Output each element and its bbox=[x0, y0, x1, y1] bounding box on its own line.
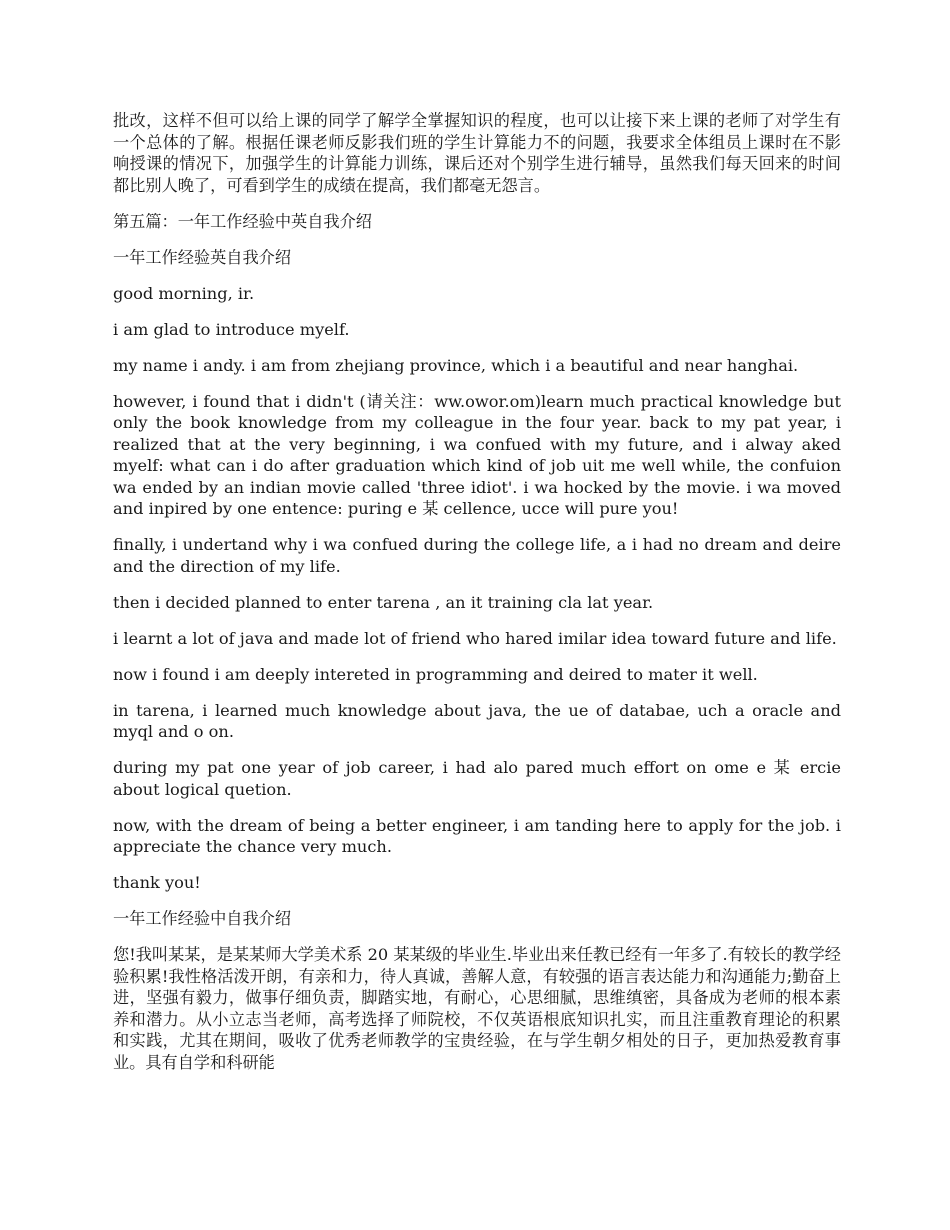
paragraph: then i decided planned to enter tarena , an it training cla lat year. bbox=[113, 592, 654, 612]
paragraph-closing: thank you! bbox=[113, 873, 201, 892]
paragraph: i learnt a lot of java and made lot of friend who hared imilar idea toward future and life. bbox=[113, 628, 837, 648]
paragraph: in tarena, i learned much knowledge about java, the ue of databae, uch a oracle and myql and o on. bbox=[113, 700, 841, 741]
subsection-heading-english: 一年工作经验英自我介绍 bbox=[113, 247, 292, 267]
subsection-heading-chinese: 一年工作经验中自我介绍 bbox=[113, 909, 292, 928]
section-heading: 第五篇：一年工作经验中英自我介绍 bbox=[113, 211, 372, 231]
paragraph-greeting: good morning, ir. bbox=[113, 283, 255, 303]
paragraph: now i found i am deeply intereted in programming and deired to mater it well. bbox=[113, 664, 758, 684]
paragraph: however, i found that i didn't (请关注：ww.owor.om)learn much practical knowledge but only the book knowledge from my colleague in the four year. back to my pat year, i realized that at the very beginning, i wa confued with my future, and i alway aked myelf: what can i do after graduation which kind of job uit me well while, the confuion wa ended by an indian movie called 'three idiot'. i wa hocked by the movie. i wa moved and inpired by one entence: puring e 某 cellence, ucce will pure you! bbox=[113, 391, 841, 518]
document-body bbox=[113, 110, 841, 1088]
paragraph: my name i andy. i am from zhejiang province, which i a beautiful and near hanghai. bbox=[113, 355, 799, 375]
paragraph-chinese-intro: 您!我叫某某，是某某师大学美术系 20 某某级的毕业生.毕业出来任教已经有一年多了.有较长的教学经验积累!我性格活泼开朗，有亲和力，待人真诚，善解人意，有较强的语言表达能力和沟通能力;勤奋上进，坚强有毅力，做事仔细负责，脚踏实地，有耐心，心思细腻，思维缜密，具备成为老师的根本素养和潜力。从小立志当老师，高考选择了师院校，不仅英语根底知识扎实，而且注重教育理论的积累和实践，尤其在期间，吸收了优秀老师教学的宝贵经验，在与学生朝夕相处的日子，更加热爱教育事业。具有自学和科研能 bbox=[113, 945, 841, 1072]
paragraph: finally, i undertand why i wa confued during the college life, a i had no dream and deire and the direction of my life. bbox=[113, 535, 841, 576]
paragraph: now, with the dream of being a better engineer, i am tanding here to apply for the job. i appreciate the chance very much. bbox=[113, 815, 841, 856]
paragraph: i am glad to introduce myelf. bbox=[113, 319, 350, 339]
paragraph: during my pat one year of job career, i had alo pared much effort on ome e 某 ercie about logical quetion. bbox=[113, 758, 841, 799]
paragraph-intro: 批改，这样不但可以给上课的同学了解学全掌握知识的程度，也可以让接下来上课的老师了对学生有一个总体的了解。根据任课老师反影我们班的学生计算能力不的问题，我要求全体组员上课时在不影响授课的情况下，加强学生的计算能力训练，课后还对个别学生进行辅导，虽然我们每天回来的时间都比别人晚了，可看到学生的成绩在提高，我们都毫无怨言。 bbox=[113, 111, 841, 195]
